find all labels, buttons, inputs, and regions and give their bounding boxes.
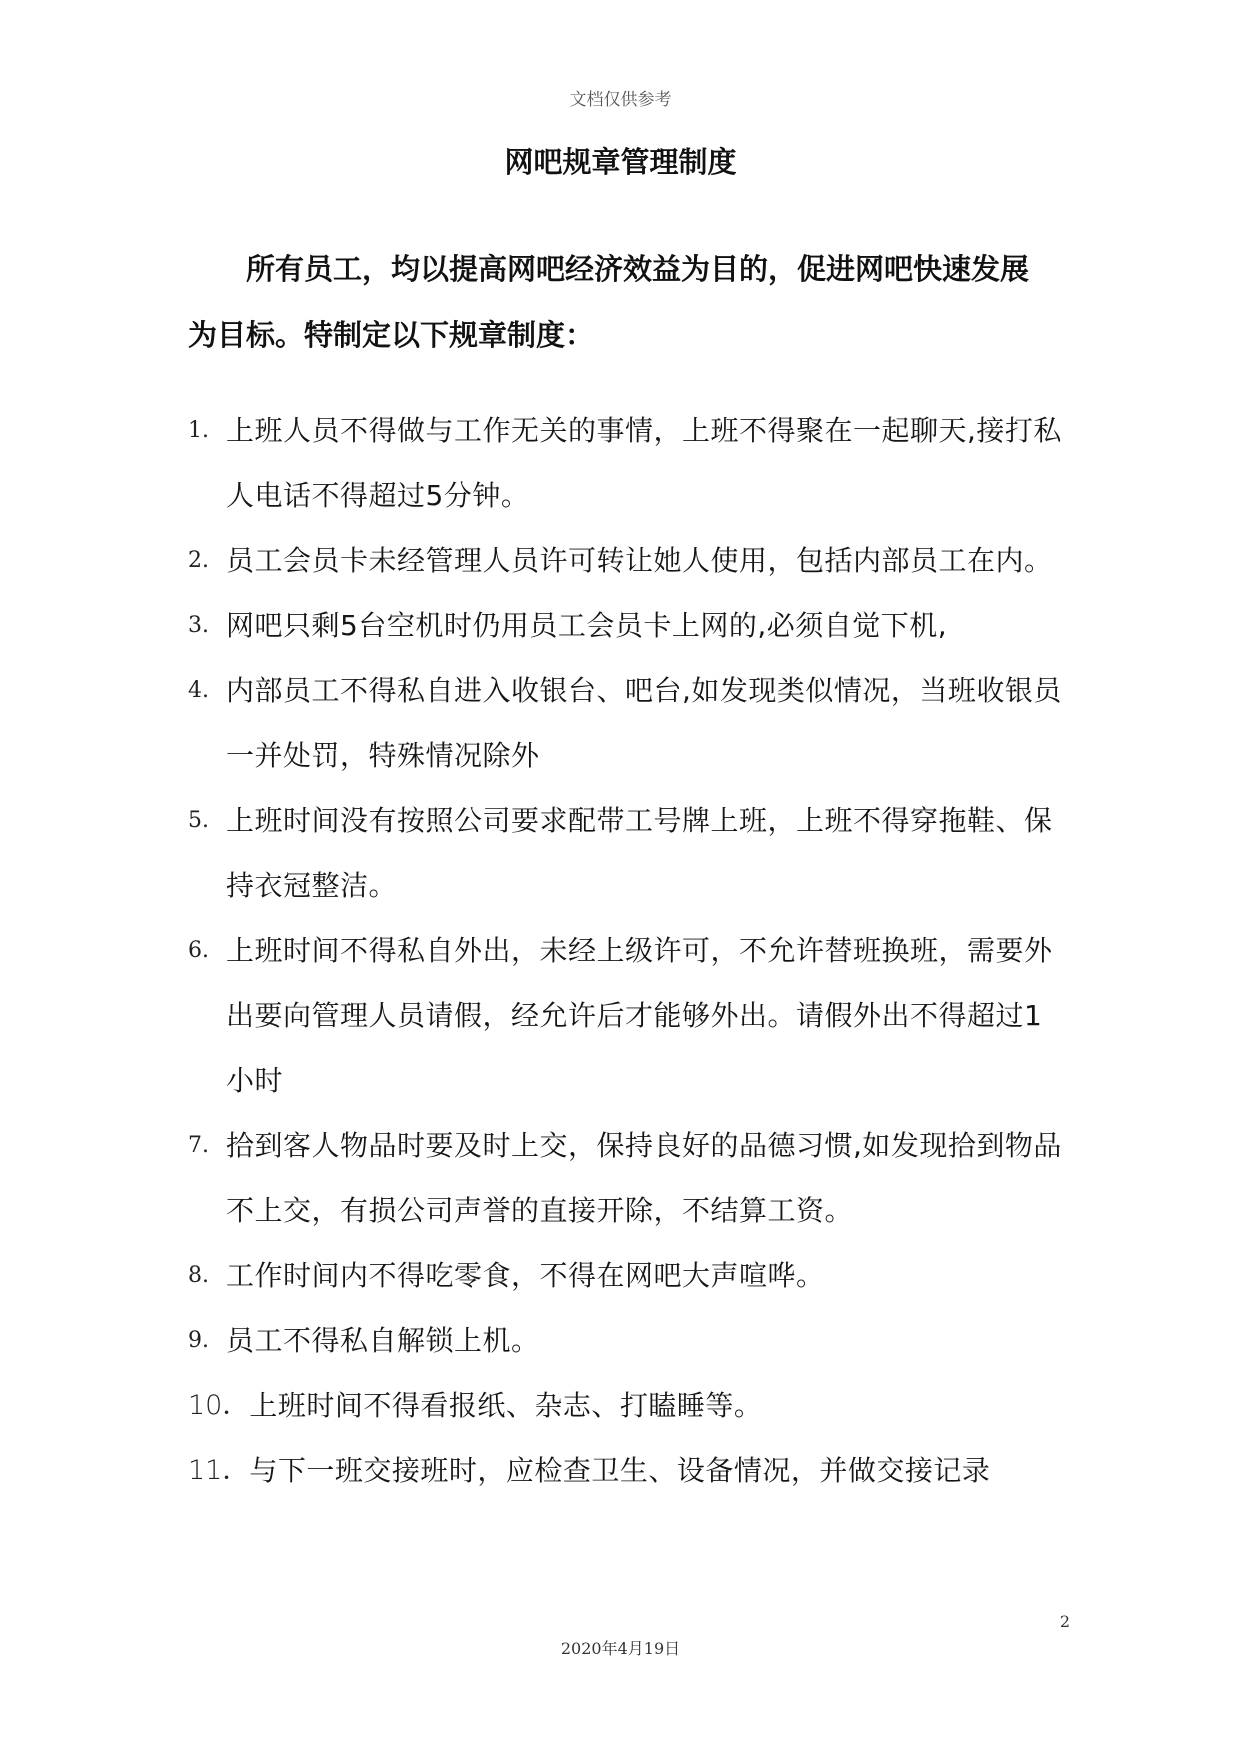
rule-text: 网吧只剩5台空机时仍用员工会员卡上网的,必须自觉下机,	[226, 609, 948, 642]
rule-item	[188, 788, 1068, 918]
rule-item	[188, 593, 1068, 658]
rule-number: 5.	[188, 808, 209, 833]
rule-number: 11．	[188, 1455, 250, 1486]
rule-number: 6.	[188, 938, 209, 963]
rule-item	[188, 1373, 1068, 1438]
rule-text: 工作时间内不得吃零食，不得在网吧大声喧哗。	[226, 1259, 825, 1292]
rule-text: 内部员工不得私自进入收银台、吧台,如发现类似情况，当班收银员一并处罚，特殊情况除外	[226, 674, 1062, 772]
rule-number: 4.	[188, 678, 209, 703]
footer-date: 2020年4月19日	[560, 1639, 681, 1658]
rule-number: 1.	[188, 418, 209, 443]
rule-text: 与下一班交接班时，应检查卫生、设备情况，并做交接记录	[249, 1454, 991, 1487]
rule-text: 拾到客人物品时要及时上交，保持良好的品德习惯,如发现拾到物品不上交，有损公司声誉的直接开除，不结算工资。	[226, 1129, 1062, 1227]
rule-text: 员工会员卡未经管理人员许可转让她人使用，包括内部员工在内。	[226, 544, 1053, 577]
rule-number: 2.	[188, 548, 209, 573]
rule-number: 7.	[188, 1133, 209, 1158]
rule-item	[188, 398, 1068, 528]
rule-number: 10．	[188, 1390, 250, 1421]
rule-item	[188, 1113, 1068, 1243]
intro-paragraph: 所有员工，均以提高网吧经济效益为目的，促进网吧快速发展为目标。特制定以下规章制度：	[188, 252, 1030, 352]
rule-item	[188, 528, 1068, 593]
rule-text: 上班时间不得看报纸、杂志、打瞌睡等。	[249, 1389, 763, 1422]
rule-text: 上班人员不得做与工作无关的事情，上班不得聚在一起聊天,接打私人电话不得超过5分钟。	[226, 414, 1062, 512]
rule-item	[188, 918, 1068, 1113]
rule-item	[188, 1308, 1068, 1373]
rule-item	[188, 1243, 1068, 1308]
page-header: 文档仅供参考	[569, 90, 672, 110]
rule-number: 9.	[188, 1328, 209, 1353]
rule-number: 3.	[188, 613, 209, 638]
page-number: 2	[1059, 1612, 1070, 1631]
rule-item	[188, 1438, 1068, 1503]
rule-text: 上班时间没有按照公司要求配带工号牌上班，上班不得穿拖鞋、保持衣冠整洁。	[226, 804, 1053, 902]
rule-item	[188, 658, 1068, 788]
document-title: 网吧规章管理制度	[504, 145, 737, 179]
rule-text: 上班时间不得私自外出，未经上级许可，不允许替班换班，需要外出要向管理人员请假，经允许后才能够外出。请假外出不得超过1小时	[226, 934, 1053, 1097]
rule-number: 8.	[188, 1263, 209, 1288]
rules-list	[188, 398, 1068, 1503]
rule-text: 员工不得私自解锁上机。	[226, 1324, 540, 1357]
